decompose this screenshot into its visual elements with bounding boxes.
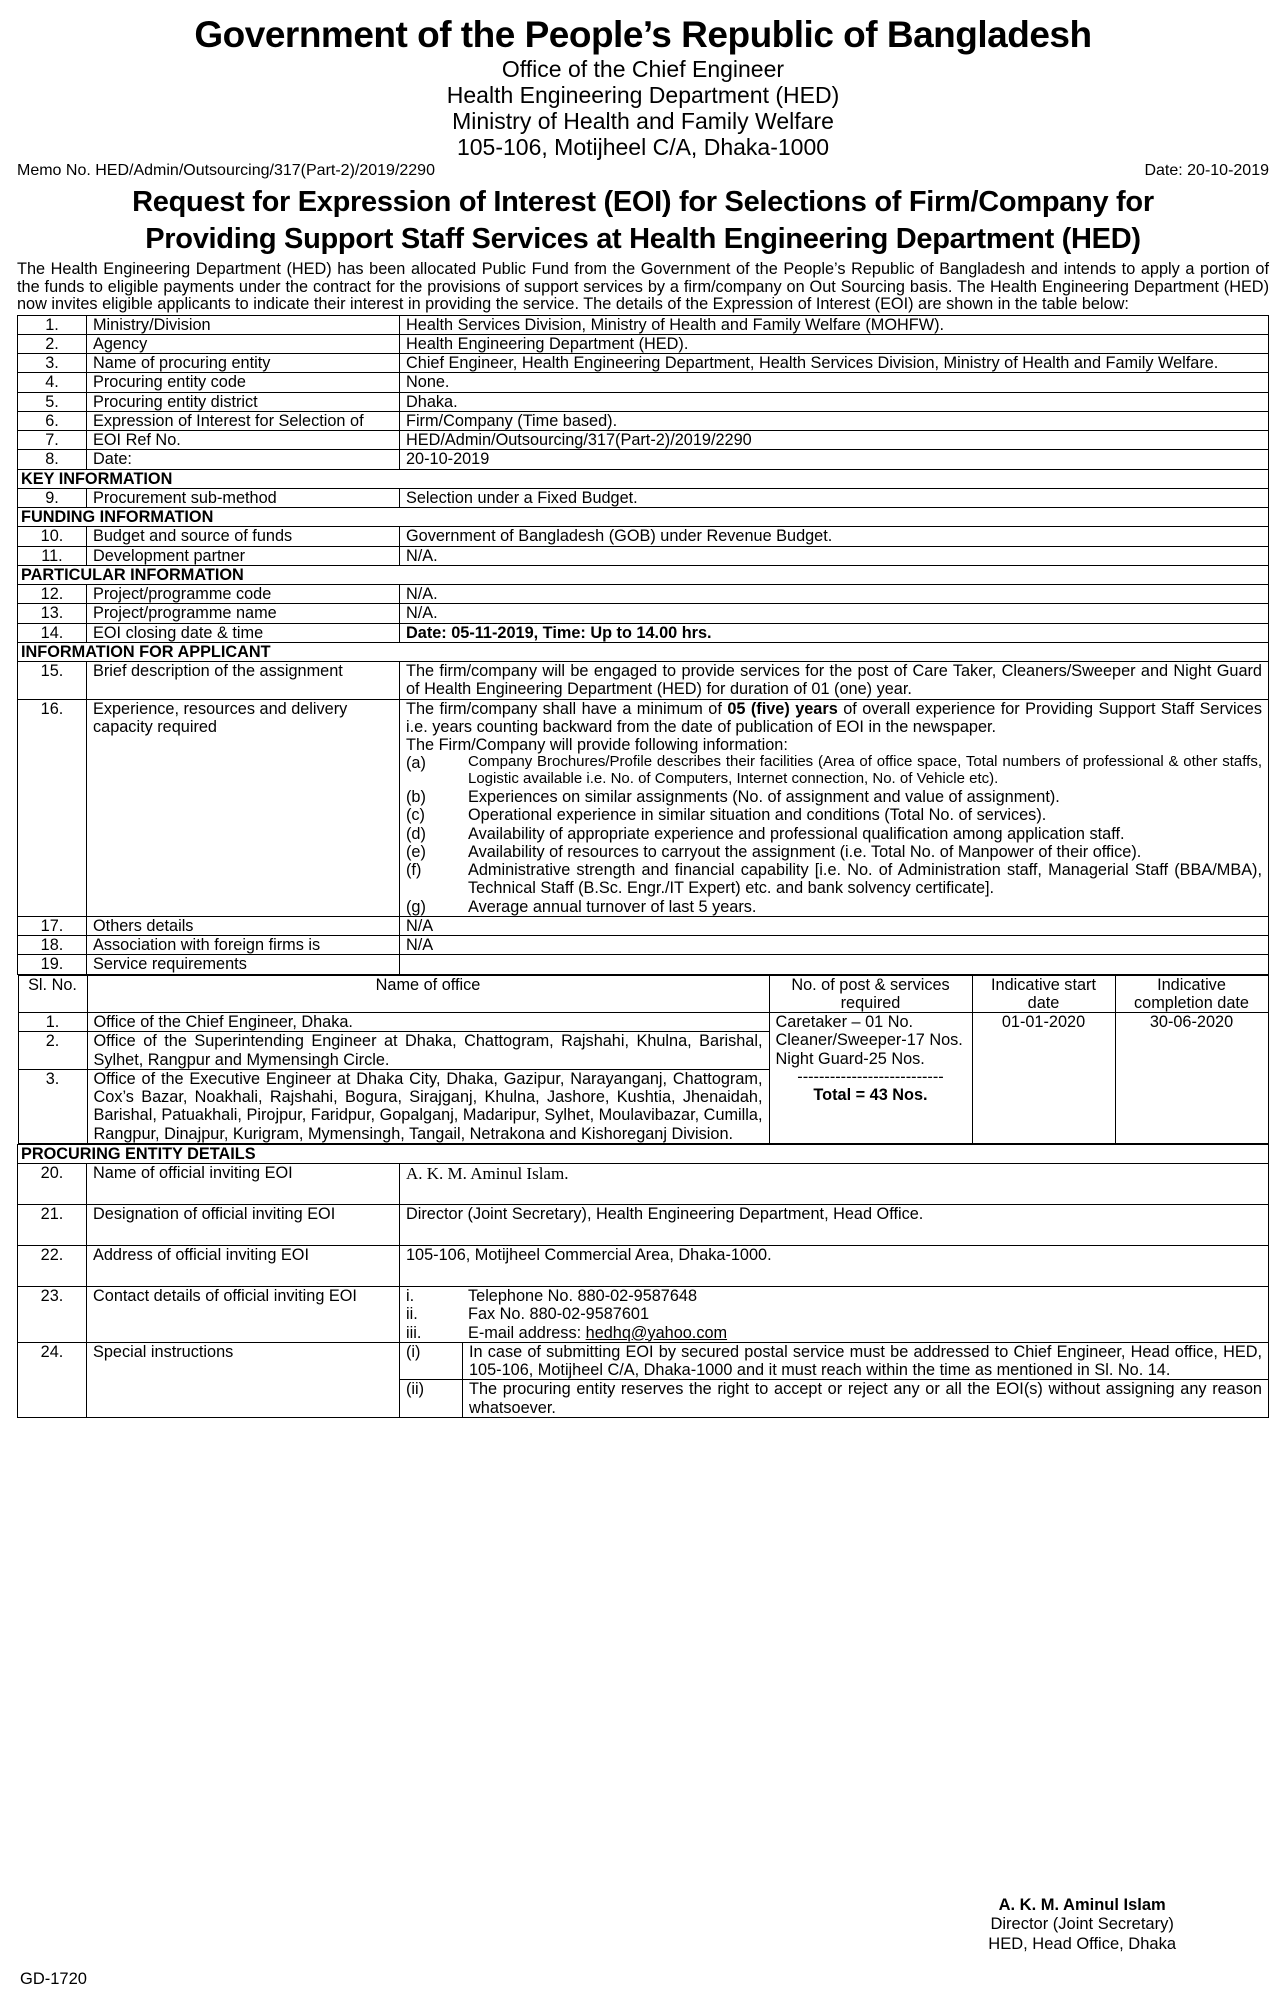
table-row xyxy=(18,623,1269,642)
instructions-table xyxy=(400,1343,1268,1417)
row-label: Contact details of official inviting EOI xyxy=(87,1287,400,1343)
section-particular-information: PARTICULAR INFORMATION xyxy=(18,565,1269,584)
section-funding-information: FUNDING INFORMATION xyxy=(18,508,1269,527)
row-number: 8. xyxy=(18,450,87,469)
info-item xyxy=(406,806,1262,824)
row-number: 12. xyxy=(18,585,87,604)
memo-number: Memo No. HED/Admin/Outsourcing/317(Part-2)/2019/2290 xyxy=(17,162,435,180)
table-row xyxy=(18,1246,1269,1287)
row-number: 6. xyxy=(18,411,87,430)
row-label: Expression of Interest for Selection of xyxy=(87,411,400,430)
info-item-text: Availability of resources to carryout the assignment (i.e. Total No. of Manpower of their office). xyxy=(468,842,1142,861)
section-heading-row xyxy=(18,642,1269,661)
service-header-start: Indicative start date xyxy=(972,975,1115,1013)
row-number: 15. xyxy=(18,662,87,700)
signatory-designation: Director (Joint Secretary) xyxy=(990,1915,1174,1934)
email-link[interactable]: hedhq@yahoo.com xyxy=(585,1323,728,1342)
row-label: Procurement sub-method xyxy=(87,488,400,507)
row-value: N/A xyxy=(400,916,1269,935)
completion-date: 30-06-2020 xyxy=(1115,1013,1268,1144)
row-value: The firm/company will be engaged to provide services for the post of Care Taker, Cleaners/Sweeper and Night Guard of Health Engineering Department (HED) for duration of 01 (one) year. xyxy=(400,662,1269,700)
closing-date-value: Date: 05-11-2019, Time: Up to 14.00 hrs. xyxy=(400,623,1269,642)
table-row xyxy=(18,916,1269,935)
row-label: Date: xyxy=(87,450,400,469)
info-item xyxy=(406,861,1262,898)
experience-years: 05 (five) years xyxy=(727,699,838,718)
info-item-key: (d) xyxy=(406,824,426,843)
post-caretaker: Caretaker – 01 No. xyxy=(775,1013,914,1032)
row-value: Health Services Division, Ministry of Health and Family Welfare (MOHFW). xyxy=(400,315,1269,334)
table-row xyxy=(18,527,1269,546)
row-label: Special instructions xyxy=(87,1342,400,1417)
row-label: Project/programme code xyxy=(87,585,400,604)
instruction-text: In case of submitting EOI by secured postal service must be addressed to Chief Engineer, Head office, HED, 105-106, Motijheel C/A, Dhaka-1000 and it must reach within the time as mentioned in Sl. No. 14. xyxy=(463,1343,1269,1380)
table-row xyxy=(18,1205,1269,1246)
contact-key: iii. xyxy=(406,1323,422,1342)
row-number: 11. xyxy=(18,546,87,565)
contact-key: i. xyxy=(406,1287,415,1306)
table-row xyxy=(18,431,1269,450)
table-row xyxy=(18,1164,1269,1205)
section-heading-row xyxy=(18,1144,1269,1163)
row-number: 2. xyxy=(18,334,87,353)
info-item-key: (f) xyxy=(406,861,422,880)
table-row xyxy=(18,585,1269,604)
service-office-row xyxy=(18,1013,1268,1032)
post-night-guard: Night Guard-25 Nos. xyxy=(775,1049,925,1068)
row-value: Chief Engineer, Health Engineering Department, Health Services Division, Ministry of Health and Family Welfare. xyxy=(400,354,1269,373)
section-heading-row xyxy=(18,565,1269,584)
row-value: Firm/Company (Time based). xyxy=(400,411,1269,430)
table-row xyxy=(18,334,1269,353)
row-label: Procuring entity code xyxy=(87,373,400,392)
service-requirements-table xyxy=(18,975,1269,1144)
section-key-information: KEY INFORMATION xyxy=(18,469,1269,488)
memo-date: Date: 20-10-2019 xyxy=(1144,162,1269,180)
instruction-item xyxy=(400,1343,1268,1380)
office-name: Office of the Executive Engineer at Dhaka City, Dhaka, Gazipur, Narayanganj, Chattogram, Cox’s Bazar, Noakhali, Rajshahi, Bogura, Sirajganj, Khulna, Jashore, Kushtia, Jhenaidah, Barishal, Patuakhali, Pirojpur, Faridpur, Gopalganj, Madaripur, Sylhet, Moulavibazar, Cumilla, Rangpur, Dinajpur, Kurigram, Mymensingh, Tangail, Netrakona and Kishoreganj Division. xyxy=(87,1069,769,1143)
row-value: 105-106, Motijheel Commercial Area, Dhaka-1000. xyxy=(400,1246,1269,1287)
post-cleaner: Cleaner/Sweeper-17 Nos. xyxy=(775,1031,963,1050)
row-value: N/A. xyxy=(400,604,1269,623)
row-number: 7. xyxy=(18,431,87,450)
email-label: E-mail address: xyxy=(468,1323,586,1342)
office-number: 2. xyxy=(18,1032,87,1070)
instruction-text: The procuring entity reserves the right to accept or reject any or all the EOI(s) without assigning any reason whatsoever. xyxy=(463,1380,1269,1417)
service-requirements-row xyxy=(18,974,1269,1144)
service-header-posts: No. of post & services required xyxy=(769,975,972,1013)
info-item-text: Operational experience in similar situation and conditions (Total No. of services). xyxy=(468,806,1047,825)
row-number: 1. xyxy=(18,315,87,334)
row-label: Name of procuring entity xyxy=(87,354,400,373)
service-header-office: Name of office xyxy=(87,975,769,1013)
row-number: 14. xyxy=(18,623,87,642)
special-instructions xyxy=(400,1342,1269,1417)
table-row xyxy=(18,546,1269,565)
experience-requirements xyxy=(400,699,1269,916)
letterhead xyxy=(17,14,1269,160)
info-item-key: (c) xyxy=(406,806,425,825)
info-item-text: Average annual turnover of last 5 years. xyxy=(468,897,757,916)
row-value: Dhaka. xyxy=(400,392,1269,411)
row-number: 3. xyxy=(18,354,87,373)
info-item-key: (b) xyxy=(406,788,426,807)
office-name: Office of the Chief Engineer, Dhaka. xyxy=(87,1013,769,1032)
row-number: 17. xyxy=(18,916,87,935)
row-label: Name of official inviting EOI xyxy=(87,1164,400,1205)
table-row xyxy=(18,392,1269,411)
row-value xyxy=(400,955,1269,974)
service-requirements-cell xyxy=(18,974,1269,1144)
row-number: 4. xyxy=(18,373,87,392)
ministry-line: Ministry of Health and Family Welfare xyxy=(452,107,834,134)
row-value: N/A xyxy=(400,936,1269,955)
table-row xyxy=(18,662,1269,700)
notice-title xyxy=(17,184,1269,257)
row-label: Address of official inviting EOI xyxy=(87,1246,400,1287)
info-intro: The Firm/Company will provide following information: xyxy=(406,736,788,755)
experience-text: The firm/company shall have a minimum of xyxy=(406,699,728,718)
row-number: 24. xyxy=(18,1342,87,1417)
row-value: N/A. xyxy=(400,585,1269,604)
signature-block xyxy=(988,1896,1176,1954)
row-label: Procuring entity district xyxy=(87,392,400,411)
row-number: 9. xyxy=(18,488,87,507)
start-date: 01-01-2020 xyxy=(972,1013,1115,1144)
table-row xyxy=(18,699,1269,916)
row-number: 13. xyxy=(18,604,87,623)
row-label: Experience, resources and delivery capacity required xyxy=(87,699,400,916)
info-item-text: Administrative strength and financial capability [i.e. No. of Administration staff, Managerial Staff (BBA/MBA), Technical Staff (B.Sc. Engr./IT Expert) etc. and bank solvency certificate]. xyxy=(468,861,1262,898)
row-label: Development partner xyxy=(87,546,400,565)
government-title: Government of the People’s Republic of Bangladesh xyxy=(194,14,1092,55)
section-heading-row xyxy=(18,469,1269,488)
table-row xyxy=(18,955,1269,974)
post-separator: --------------------------- xyxy=(797,1067,944,1086)
info-item-key: (a) xyxy=(406,754,426,773)
memo-row xyxy=(17,162,1269,180)
row-label: Budget and source of funds xyxy=(87,527,400,546)
table-row xyxy=(18,450,1269,469)
row-label: Brief description of the assignment xyxy=(87,662,400,700)
row-number: 18. xyxy=(18,936,87,955)
table-row xyxy=(18,1342,1269,1417)
telephone-number: Telephone No. 880-02-9587648 xyxy=(468,1287,698,1306)
office-number: 1. xyxy=(18,1013,87,1032)
table-row xyxy=(18,373,1269,392)
row-label: EOI Ref No. xyxy=(87,431,400,450)
signatory-office: HED, Head Office, Dhaka xyxy=(988,1934,1176,1953)
contact-details xyxy=(400,1287,1269,1343)
row-number: 23. xyxy=(18,1287,87,1343)
row-value: Director (Joint Secretary), Health Engineering Department, Head Office. xyxy=(400,1205,1269,1246)
row-label: Association with foreign firms is xyxy=(87,936,400,955)
row-value: 20-10-2019 xyxy=(400,450,1269,469)
contact-item xyxy=(406,1287,1262,1305)
table-row xyxy=(18,354,1269,373)
contact-key: ii. xyxy=(406,1305,418,1324)
info-item xyxy=(406,825,1262,843)
office-number: 3. xyxy=(18,1069,87,1143)
service-header-sl: Sl. No. xyxy=(18,975,87,1013)
row-value: N/A. xyxy=(400,546,1269,565)
row-number: 5. xyxy=(18,392,87,411)
row-label: Ministry/Division xyxy=(87,315,400,334)
email-line xyxy=(468,1324,1262,1342)
contact-item xyxy=(406,1305,1262,1323)
row-value: Selection under a Fixed Budget. xyxy=(400,488,1269,507)
signatory-name: A. K. M. Aminul Islam xyxy=(998,1896,1166,1914)
row-label: Project/programme name xyxy=(87,604,400,623)
row-number: 19. xyxy=(18,955,87,974)
intro-paragraph: The Health Engineering Department (HED) has been allocated Public Fund from the Government of the People’s Republic of Bangladesh and intends to apply a portion of the funds to eligible payments under the contract for the provisions of support services by a firm/company on Out Sourcing basis. The Health Engineering Department (HED) now invites eligible applicants to indicate their interest in providing the service. The details of the Expression of Interest (EOI) are shown in the table below: xyxy=(17,259,1269,314)
row-label: Others details xyxy=(87,916,400,935)
office-name: Office of the Superintending Engineer at Dhaka, Chattogram, Rajshahi, Khulna, Barishal, Sylhet, Rangpur and Mymensingh Circle. xyxy=(87,1032,769,1070)
official-name: A. K. M. Aminul Islam. xyxy=(400,1164,1269,1205)
table-row xyxy=(18,315,1269,334)
service-header-end: Indicative completion date xyxy=(1115,975,1268,1013)
row-label: Service requirements xyxy=(87,955,400,974)
row-number: 21. xyxy=(18,1205,87,1246)
table-row xyxy=(18,936,1269,955)
notice-title-line-2: Providing Support Staff Services at Health Engineering Department (HED) xyxy=(145,222,1141,255)
address-line: 105-106, Motijheel C/A, Dhaka-1000 xyxy=(456,133,830,160)
info-item xyxy=(406,788,1262,806)
row-value: HED/Admin/Outsourcing/317(Part-2)/2019/2290 xyxy=(400,431,1269,450)
instruction-key: (ii) xyxy=(400,1380,463,1417)
instruction-key: (i) xyxy=(400,1343,463,1380)
row-number: 22. xyxy=(18,1246,87,1287)
info-item xyxy=(406,754,1262,788)
row-value: Government of Bangladesh (GOB) under Revenue Budget. xyxy=(400,527,1269,546)
info-item-key: (g) xyxy=(406,897,426,916)
info-item-text: Experiences on similar assignments (No. of assignment and value of assignment). xyxy=(468,788,1060,807)
row-label: Agency xyxy=(87,334,400,353)
row-label: Designation of official inviting EOI xyxy=(87,1205,400,1246)
row-label: EOI closing date & time xyxy=(87,623,400,642)
section-information-for-applicant: INFORMATION FOR APPLICANT xyxy=(18,642,1269,661)
eoi-table xyxy=(17,315,1269,1418)
footer-code: GD-1720 xyxy=(20,1970,87,1988)
post-total: Total = 43 Nos. xyxy=(813,1086,928,1105)
contact-item xyxy=(406,1324,1262,1342)
row-number: 20. xyxy=(18,1164,87,1205)
notice-title-line-1: Request for Expression of Interest (EOI) for Selections of Firm/Company for xyxy=(132,186,1154,219)
table-row xyxy=(18,604,1269,623)
fax-number: Fax No. 880-02-9587601 xyxy=(468,1305,650,1324)
table-row xyxy=(18,411,1269,430)
department-line: Health Engineering Department (HED) xyxy=(446,82,840,109)
table-row xyxy=(18,1287,1269,1343)
info-item xyxy=(406,898,1262,916)
experience-text-cont: of overall experience for Providing Support Staff Services i.e. years counting backward from the date of publication of EOI in the newspaper. xyxy=(406,699,1262,736)
info-item-text: Availability of appropriate experience and professional qualification among application staff. xyxy=(468,824,1125,843)
posts-cell xyxy=(769,1013,972,1144)
info-item xyxy=(406,843,1262,861)
row-value: None. xyxy=(400,373,1269,392)
row-number: 10. xyxy=(18,527,87,546)
section-heading-row xyxy=(18,508,1269,527)
section-procuring-entity-details: PROCURING ENTITY DETAILS xyxy=(18,1144,1269,1163)
table-row xyxy=(18,488,1269,507)
service-header-row xyxy=(18,975,1268,1013)
row-number: 16. xyxy=(18,699,87,916)
experience-statement xyxy=(406,700,1262,737)
row-value: Health Engineering Department (HED). xyxy=(400,334,1269,353)
instruction-item xyxy=(400,1380,1268,1417)
info-item-key: (e) xyxy=(406,842,426,861)
office-line: Office of the Chief Engineer xyxy=(501,56,785,83)
info-item-text: Company Brochures/Profile describes their facilities (Area of office space, Total numbers of professional & other staffs, Logistic available i.e. No. of Computers, Internet connection, No. of Vehicle etc). xyxy=(468,753,1262,788)
